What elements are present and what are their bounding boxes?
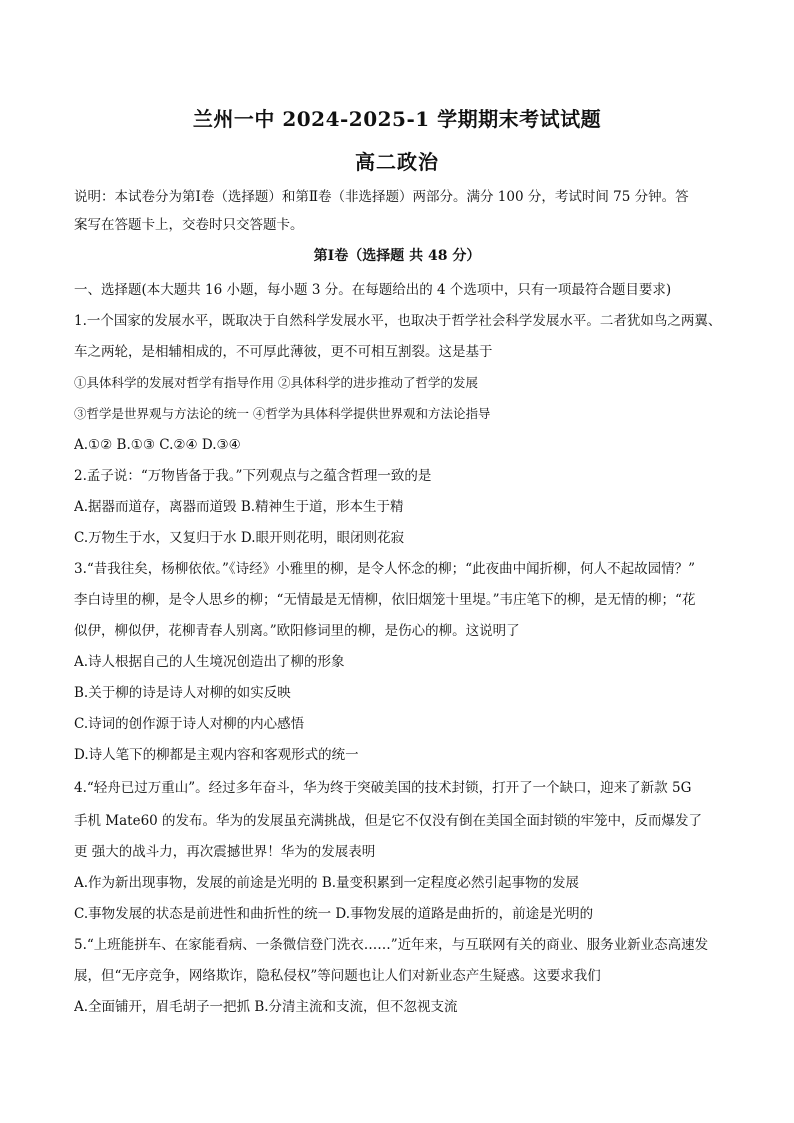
q3-option-b: B.关于柳的诗是诗人对柳的如实反映 bbox=[74, 685, 291, 701]
q3-stem-line-3: 似伊，柳似伊，花柳青春人别离。”欧阳修词里的柳，是伤心的柳。这说明了 bbox=[74, 623, 520, 639]
q1-stem-line-1: 1.一个国家的发展水平，既取决于自然科学发展水平，也取决于哲学社会科学发展水平。二者犹如鸟之两翼、 bbox=[74, 313, 722, 329]
exam-title: 兰州一中 2024-2025-1 学期期末考试试题 bbox=[192, 107, 602, 131]
q4-stem-line-1: 4.“轻舟已过万重山”。经过多年奋斗，华为终于突破美国的技术封锁，打开了一个缺口，迎来了新款 5G bbox=[74, 780, 692, 796]
q1-item-1: ①具体科学的发展对哲学有指导作用 ②具体科学的进步推动了哲学的发展 bbox=[74, 375, 478, 390]
q2-stem: 2.孟子说：“万物皆备于我。”下列观点与之蕴含哲理一致的是 bbox=[74, 468, 432, 484]
q4-options-cd: C.事物发展的状态是前进性和曲折性的统一 D.事物发展的道路是曲折的，前途是光明的 bbox=[74, 906, 594, 922]
q2-options-ab: A.据器而道存，离器而道毁 B.精神生于道，形本生于精 bbox=[74, 499, 404, 515]
q1-stem-line-2: 车之两轮，是相辅相成的，不可厚此薄彼，更不可相互割裂。这是基于 bbox=[74, 344, 493, 360]
q3-stem-line-2: 李白诗里的柳，是令人思乡的柳；“无情最是无情柳，依旧烟笼十里堤。”韦庄笔下的柳，是无情的柳；“花 bbox=[74, 592, 696, 608]
q5-stem-line-1: 5.“上班能拼车、在家能看病、一条微信登门洗衣……”近年来，与互联网有关的商业、服务业新业态高速发 bbox=[74, 937, 709, 953]
q4-stem-line-3: 更 强大的战斗力，再次震撼世界！华为的发展表明 bbox=[74, 844, 376, 860]
intro-line-2: 案写在答题卡上，交卷时只交答题卡。 bbox=[74, 217, 304, 233]
q3-option-a: A.诗人根据自己的人生境况创造出了柳的形象 bbox=[74, 654, 345, 670]
exam-subject: 高二政治 bbox=[355, 150, 439, 174]
q5-options-ab: A.全面铺开，眉毛胡子一把抓 B.分清主流和支流，但不忽视支流 bbox=[74, 999, 458, 1015]
q5-stem-line-2: 展，但“无序竞争，网络欺诈，隐私侵权”等问题也让人们对新业态产生疑惑。这要求我们 bbox=[74, 968, 601, 984]
q4-options-ab: A.作为新出现事物，发展的前途是光明的 B.量变积累到一定程度必然引起事物的发展 bbox=[74, 875, 580, 891]
q3-option-d: D.诗人笔下的柳都是主观内容和客观形式的统一 bbox=[74, 747, 359, 763]
section-instruction: 一、选择题(本大题共 16 小题，每小题 3 分。在每题给出的 4 个选项中，只有一项最符合题目要求) bbox=[74, 282, 672, 298]
q1-item-2: ③哲学是世界观与方法论的统一 ④哲学为具体科学提供世界观和方法论指导 bbox=[74, 406, 491, 421]
section-heading: 第Ⅰ卷（选择题 共 48 分） bbox=[313, 248, 481, 264]
q3-stem-line-1: 3.“昔我往矣，杨柳依依。”《诗经》小雅里的柳，是令人怀念的柳；“此夜曲中闻折柳，何人不起故园情？” bbox=[74, 561, 695, 577]
q3-option-c: C.诗词的创作源于诗人对柳的内心感悟 bbox=[74, 716, 305, 732]
q4-stem-line-2: 手机 Mate60 的发布。华为的发展虽充满挑战，但是它不仅没有倒在美国全面封锁的牢笼中，反而爆发了 bbox=[74, 813, 703, 829]
q2-options-cd: C.万物生于水，又复归于水 D.眼开则花明，眼闭则花寂 bbox=[74, 530, 405, 546]
intro-line-1: 说明：本试卷分为第Ⅰ卷（选择题）和第Ⅱ卷（非选择题）两部分。满分 100 分，考试时间 75 分钟。答 bbox=[74, 189, 689, 205]
q1-options: A.①② B.①③ C.②④ D.③④ bbox=[74, 437, 241, 453]
